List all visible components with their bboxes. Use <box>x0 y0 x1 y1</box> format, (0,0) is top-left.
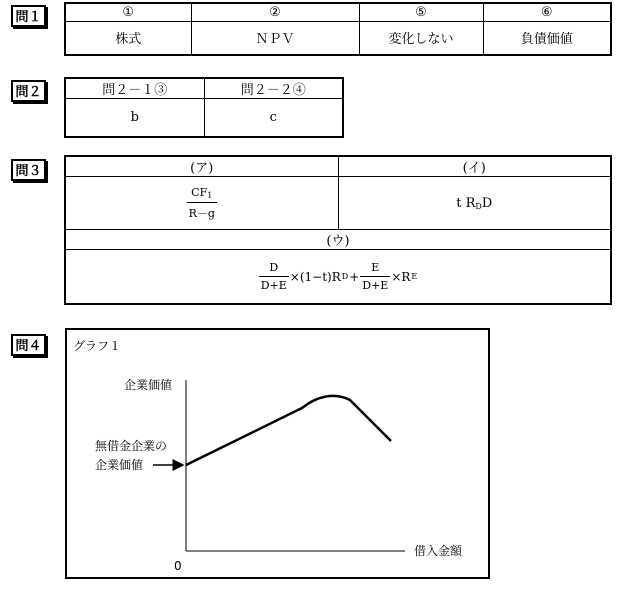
q2-answer-2: c <box>204 99 343 137</box>
graph-title: グラフ１ <box>73 339 122 353</box>
q3-answer-c <box>65 250 611 304</box>
q2-answer-1: b <box>65 99 204 137</box>
question-2-table <box>64 77 344 138</box>
q3-a-fraction: $\frac{CF_1}{R-g}$ <box>188 185 215 220</box>
q3-header-b: (イ) <box>338 156 611 177</box>
q1-header-6: ⑥ <box>483 3 611 22</box>
q1-answer-5: 変化しない <box>359 22 483 55</box>
question-3-table <box>64 155 612 305</box>
annotation-line-2: 企業価値 <box>95 458 144 472</box>
graph-1 <box>67 330 488 577</box>
q3-answer-a <box>65 177 338 230</box>
graph-1-frame <box>65 328 490 579</box>
question-3-label: 問３ <box>11 159 46 181</box>
q1-answer-1: 株式 <box>65 22 191 55</box>
q1-header-1: ① <box>65 3 191 22</box>
q1-answer-6: 負債価値 <box>483 22 611 55</box>
q2-header-1: 問２－１③ <box>65 78 204 99</box>
y-axis-label: 企業価値 <box>124 378 173 392</box>
q3-c-formula: $\frac{D}{D+E}$ ×(1−t)R D + $\frac{E}{D+E}$ ×R E <box>260 261 418 293</box>
question-1-label: 問１ <box>11 5 46 27</box>
annotation-line-1: 無借金企業の <box>95 439 168 453</box>
q3-answer-b: t $R_DD$ <box>338 177 611 230</box>
q3-header-c: (ウ) <box>65 230 611 250</box>
question-1-table <box>64 2 612 56</box>
q1-header-2: ② <box>191 3 359 22</box>
q1-answer-2: ＮＰＶ <box>191 22 359 55</box>
q1-header-5: ⑤ <box>359 3 483 22</box>
q2-header-2: 問２－２④ <box>204 78 343 99</box>
firm-value-curve <box>186 396 391 465</box>
x-axis-label: 借入金額 <box>414 544 463 558</box>
origin-label: 0 <box>174 559 182 573</box>
question-2-label: 問２ <box>11 80 46 102</box>
q3-header-a: (ア) <box>65 156 338 177</box>
question-4-label: 問４ <box>11 334 46 356</box>
